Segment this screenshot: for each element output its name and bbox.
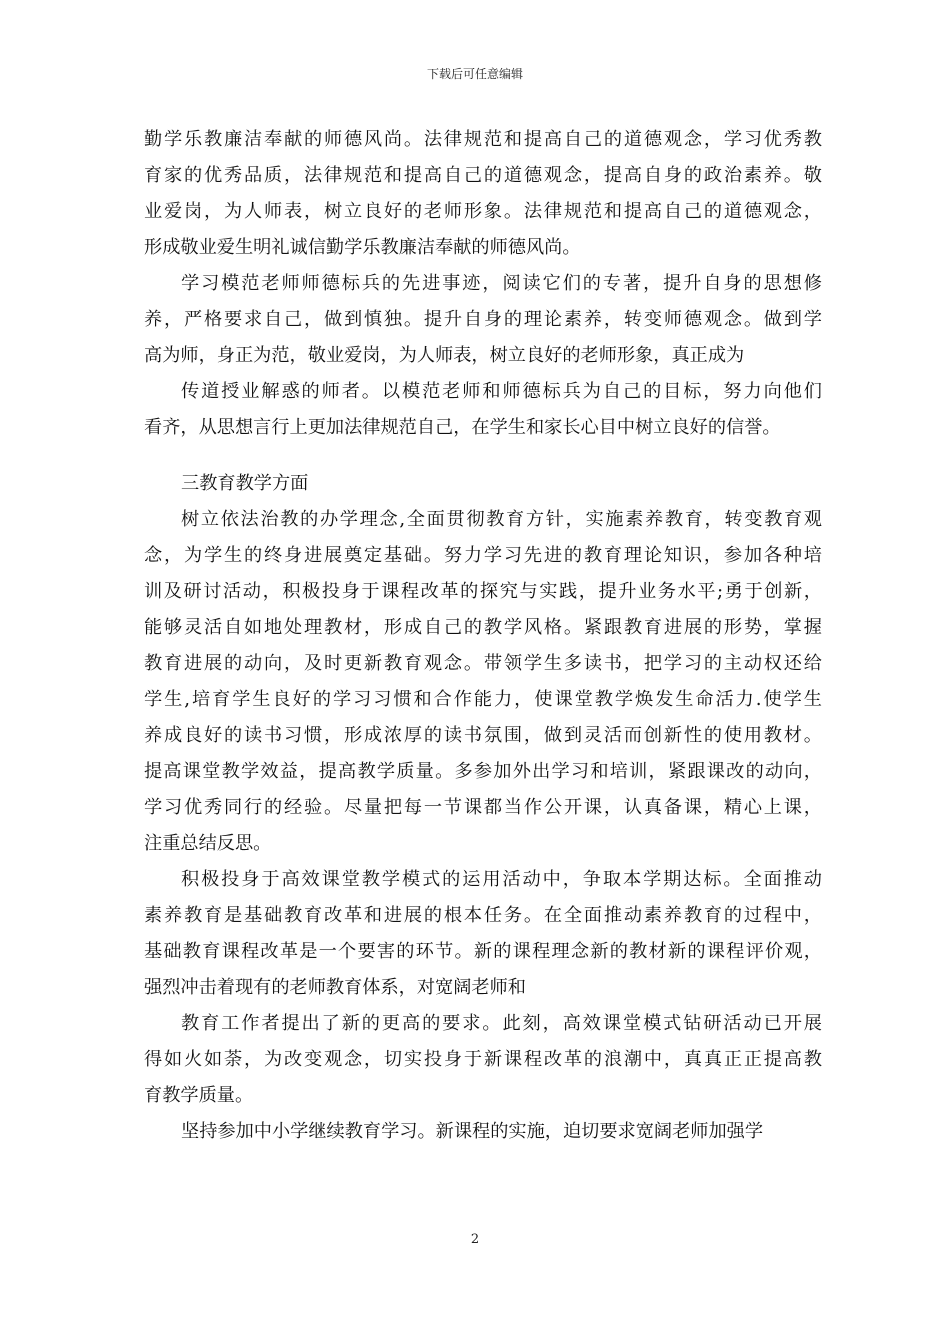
paragraph [144,374,822,446]
text-line: 积极投身于高效课堂教学模式的运用活动中，争取本学期达标。全面推动 [181,869,822,890]
text-line: 教育工作者提出了新的更高的要求。此刻，高效课堂模式钻研活动已开展 [181,1013,822,1034]
paragraph [144,1114,822,1150]
text-line: 传道授业解惑的师者。以模范老师和师德标兵为自己的目标，努力向他们 [181,381,822,402]
text-line: 教育进展的动向，及时更新教育观念。带领学生多读书，把学习的主动权还给 [144,653,822,674]
paragraph [144,466,822,502]
text-line: 强烈冲击着现有的老师教育体系，对宽阔老师和 [144,977,526,998]
text-line: 树立依法治教的办学理念,全面贯彻教育方针，实施素养教育，转变教育观 [181,509,822,530]
text-line: 育教学质量。 [144,1085,254,1106]
text-line: 养成良好的读书习惯，形成浓厚的读书氛围，做到灵活而创新性的使用教材。 [144,725,822,746]
text-line: 育家的优秀品质，法律规范和提高自己的道德观念，提高自身的政治素养。敬 [144,165,822,186]
text-line: 注重总结反思。 [144,833,272,854]
text-line: 念，为学生的终身进展奠定基础。努力学习先进的教育理论知识，参加各种培 [144,545,822,566]
text-line: 素养教育是基础教育改革和进展的根本任务。在全面推动素养教育的过程中， [144,905,822,926]
paragraph [144,862,822,1006]
text-line: 勤学乐教廉洁奉献的师德风尚。法律规范和提高自己的道德观念，学习优秀教 [144,129,822,150]
paragraph [144,502,822,862]
text-line: 学习优秀同行的经验。尽量把每一节课都当作公开课，认真备课，精心上课， [144,797,822,818]
paragraph [144,266,822,374]
text-line: 得如火如荼，为改变观念，切实投身于新课程改革的浪潮中，真真正正提高教 [144,1049,822,1070]
text-line: 养，严格要求自己，做到慎独。提升自身的理论素养，转变师德观念。做到学 [144,309,822,330]
text-line: 能够灵活自如地处理教材，形成自己的教学风格。紧跟教育进展的形势，掌握 [144,617,822,638]
text-line: 学习模范老师师德标兵的先进事迹，阅读它们的专著，提升自身的思想修 [181,273,822,294]
text-line: 高为师，身正为范，敬业爱岗，为人师表，树立良好的老师形象，真正成为 [144,345,745,366]
text-line: 坚持参加中小学继续教育学习。新课程的实施，迫切要求宽阔老师加强学 [181,1121,764,1142]
text-line: 学生,培育学生良好的学习习惯和合作能力，使课堂教学焕发生命活力.使学生 [144,689,822,710]
text-line: 形成敬业爱生明礼诚信勤学乐教廉洁奉献的师德风尚。 [144,237,581,258]
paragraph [144,122,822,266]
text-line: 业爱岗，为人师表，树立良好的老师形象。法律规范和提高自己的道德观念， [144,201,822,222]
document-body [144,122,822,1150]
page-header: 下载后可任意编辑 [426,67,523,81]
text-line: 提高课堂教学效益，提高教学质量。多参加外出学习和培训，紧跟课改的动向， [144,761,822,782]
text-line: 三教育教学方面 [181,473,309,494]
text-line: 看齐，从思想言行上更加法律规范自己，在学生和家长心目中树立良好的信誉。 [144,417,781,438]
text-line: 训及研讨活动，积极投身于课程改革的探究与实践，提升业务水平;勇于创新， [144,581,822,602]
text-line: 基础教育课程改革是一个要害的环节。新的课程理念新的教材新的课程评价观， [144,941,822,962]
paragraph [144,1006,822,1114]
page-number: 2 [470,1232,480,1247]
paragraph-gap [144,446,822,466]
